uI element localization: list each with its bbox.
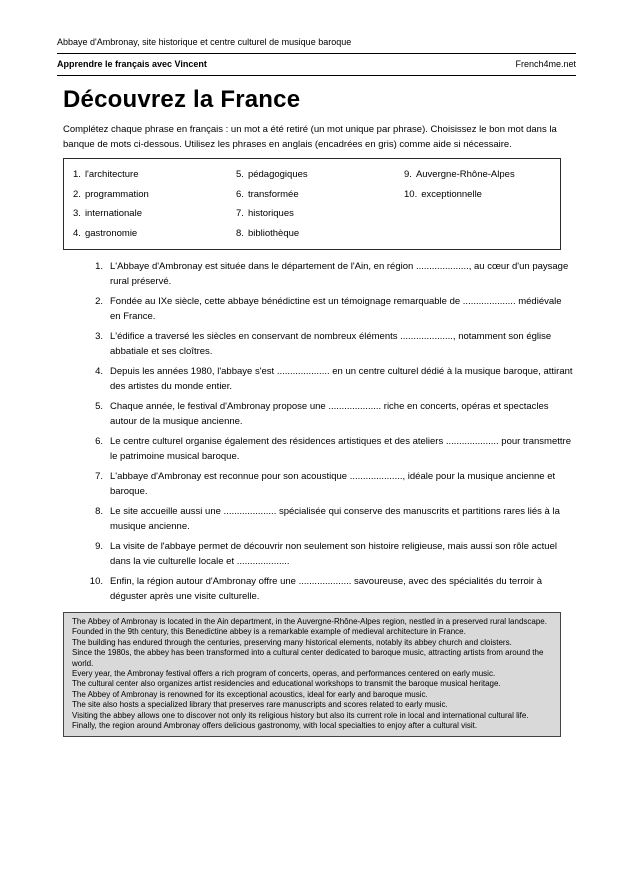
exercise-item: 6. Le centre culturel organise également des résidences artistiques et des ateliers .................... pour transmettre le patrimoine musical baroque. bbox=[85, 434, 576, 464]
exercise-sentence: Le site accueille aussi une .................... spécialisée qui conserve des manuscrits et partitions rares liés à la musique ancienne. bbox=[110, 506, 560, 532]
page-title: Découvrez la France bbox=[63, 86, 301, 113]
header-bar bbox=[57, 54, 576, 75]
exercise-item: 8. Le site accueille aussi une .................... spécialisée qui conserve des manuscrits et partitions rares liés à la musique ancienne. bbox=[85, 504, 576, 534]
english-line: Visiting the abbey allows one to discover not only its religious history but also its current role in local and international cultural life. bbox=[72, 710, 529, 720]
english-line: The building has endured through the centuries, preserving many historical elements, notably its abbey church and cloisters. bbox=[72, 637, 512, 647]
word-bank-item: 8. bibliothèque bbox=[236, 227, 300, 239]
website-label: French4me.net bbox=[515, 59, 576, 69]
word-bank-item: 9. Auvergne-Rhône-Alpes bbox=[404, 169, 515, 181]
divider bbox=[57, 75, 576, 76]
word-bank-item: 6. transformée bbox=[236, 188, 299, 200]
english-line: The Abbey of Ambronay is located in the Ain department, in the Auvergne-Rhône-Alpes region, nestled in a preserved rural landscape. bbox=[72, 617, 547, 626]
english-line: Finally, the region around Ambronay offers delicious gastronomy, with local specialties to enjoy after a cultural visit. bbox=[72, 721, 478, 731]
english-line: The Abbey of Ambronay is renowned for its exceptional acoustics, ideal for early and baroque music. bbox=[72, 689, 428, 699]
english-line: Founded in the 9th century, this Benedictine abbey is a remarkable example of medieval architecture in France. bbox=[72, 627, 466, 637]
exercise-sentence: Fondée au IXe siècle, cette abbaye bénédictine est un témoignage remarquable de .................... médiévale en France. bbox=[110, 296, 562, 322]
exercise-sentence: Enfin, la région autour d'Ambronay offre une .................... savoureuse, avec des spécialités du terroir à déguster après une visite culturelle. bbox=[110, 576, 543, 602]
word-bank-item: 7. historiques bbox=[236, 208, 294, 220]
english-help-box bbox=[63, 612, 561, 737]
exercise-sentence: L'abbaye d'Ambronay est reconnue pour son acoustique ...................., idéale pour la musique ancienne et baroque. bbox=[110, 471, 556, 497]
exercise-item: 7. L'abbaye d'Ambronay est reconnue pour son acoustique ...................., idéale pour la musique ancienne et baroque. bbox=[85, 469, 576, 499]
word-bank-item: 5. pédagogiques bbox=[236, 169, 308, 181]
exercise-item: 1. L'Abbaye d'Ambronay est située dans le département de l'Ain, en région ...................., au cœur d'un paysage rural préservé. bbox=[85, 259, 576, 289]
exercise-sentence: Le centre culturel organise également des résidences artistiques et des ateliers .................... pour transmettre le patrimoine musical baroque. bbox=[110, 436, 571, 462]
word-bank-item: 2. programmation bbox=[73, 188, 149, 200]
word-bank-box bbox=[63, 158, 561, 250]
english-line: Every year, the Ambronay festival offers a rich program of concerts, operas, and performances centered on early music. bbox=[72, 669, 496, 679]
exercise-item: 5. Chaque année, le festival d'Ambronay propose une .................... riche en concerts, opéras et spectacles autour de la musique ancienne. bbox=[85, 399, 576, 429]
word-bank-item: 3. internationale bbox=[73, 208, 142, 220]
english-line: Since the 1980s, the abbey has been transformed into a cultural center dedicated to baroque music, attracting artists from around the world. bbox=[72, 648, 544, 668]
exercise-item: 9. La visite de l'abbaye permet de découvrir non seulement son histoire religieuse, mais aussi son rôle actuel dans la vie culturelle locale et .................... bbox=[85, 539, 576, 569]
document-subtitle: Abbaye d'Ambronay, site historique et centre culturel de musique baroque bbox=[57, 37, 352, 47]
exercise-item: 10. Enfin, la région autour d'Ambronay offre une .................... savoureuse, avec des spécialités du terroir à déguster après une visite culturelle. bbox=[85, 574, 576, 604]
exercise-sentence: Depuis les années 1980, l'abbaye s'est .................... en un centre culturel dédié à la musique baroque, attirant des artistes du monde entier. bbox=[110, 366, 573, 392]
instructions-text: Complétez chaque phrase en français : un mot a été retiré (un mot unique par phrase). Choisissez le bon mot dans la banque de mots ci-dessous. Utilisez les phrases en anglais (encadrées en gris) comme aide si nécessaire. bbox=[63, 124, 557, 150]
exercise-list bbox=[85, 259, 576, 604]
exercise-sentence: Chaque année, le festival d'Ambronay propose une .................... riche en concerts, opéras et spectacles autour de la musique ancienne. bbox=[110, 401, 549, 427]
english-line: The site also hosts a specialized library that preserves rare manuscripts and scores related to early music. bbox=[72, 700, 448, 710]
exercise-sentence: La visite de l'abbaye permet de découvrir non seulement son histoire religieuse, mais aussi son rôle actuel dans la vie culturelle locale et .................... bbox=[110, 541, 557, 567]
exercise-item: 4. Depuis les années 1980, l'abbaye s'est .................... en un centre culturel dédié à la musique baroque, attirant des artistes du monde entier. bbox=[95, 366, 573, 392]
exercise-item: 2. Fondée au IXe siècle, cette abbaye bénédictine est un témoignage remarquable de .................... médiévale en France. bbox=[85, 294, 576, 324]
exercise-sentence: L'Abbaye d'Ambronay est située dans le département de l'Ain, en région ...................., au cœur d'un paysage rural préservé. bbox=[110, 261, 569, 287]
word-bank-item: 10. exceptionnelle bbox=[404, 188, 482, 200]
word-bank-item: 1. l'architecture bbox=[73, 169, 139, 181]
exercise-item: 3. L'édifice a traversé les siècles en conservant de nombreux éléments ...................., notamment son église abbatiale et ses cloîtres. bbox=[85, 329, 576, 359]
brand-title: Apprendre le français avec Vincent bbox=[57, 59, 207, 69]
exercise-sentence: L'édifice a traversé les siècles en conservant de nombreux éléments ...................., notamment son église abbatiale et ses cloîtres. bbox=[110, 331, 552, 357]
english-line: The cultural center also organizes artist residencies and educational workshops to transmit the baroque musical heritage. bbox=[72, 679, 501, 689]
word-bank-item: 4. gastronomie bbox=[73, 227, 138, 239]
